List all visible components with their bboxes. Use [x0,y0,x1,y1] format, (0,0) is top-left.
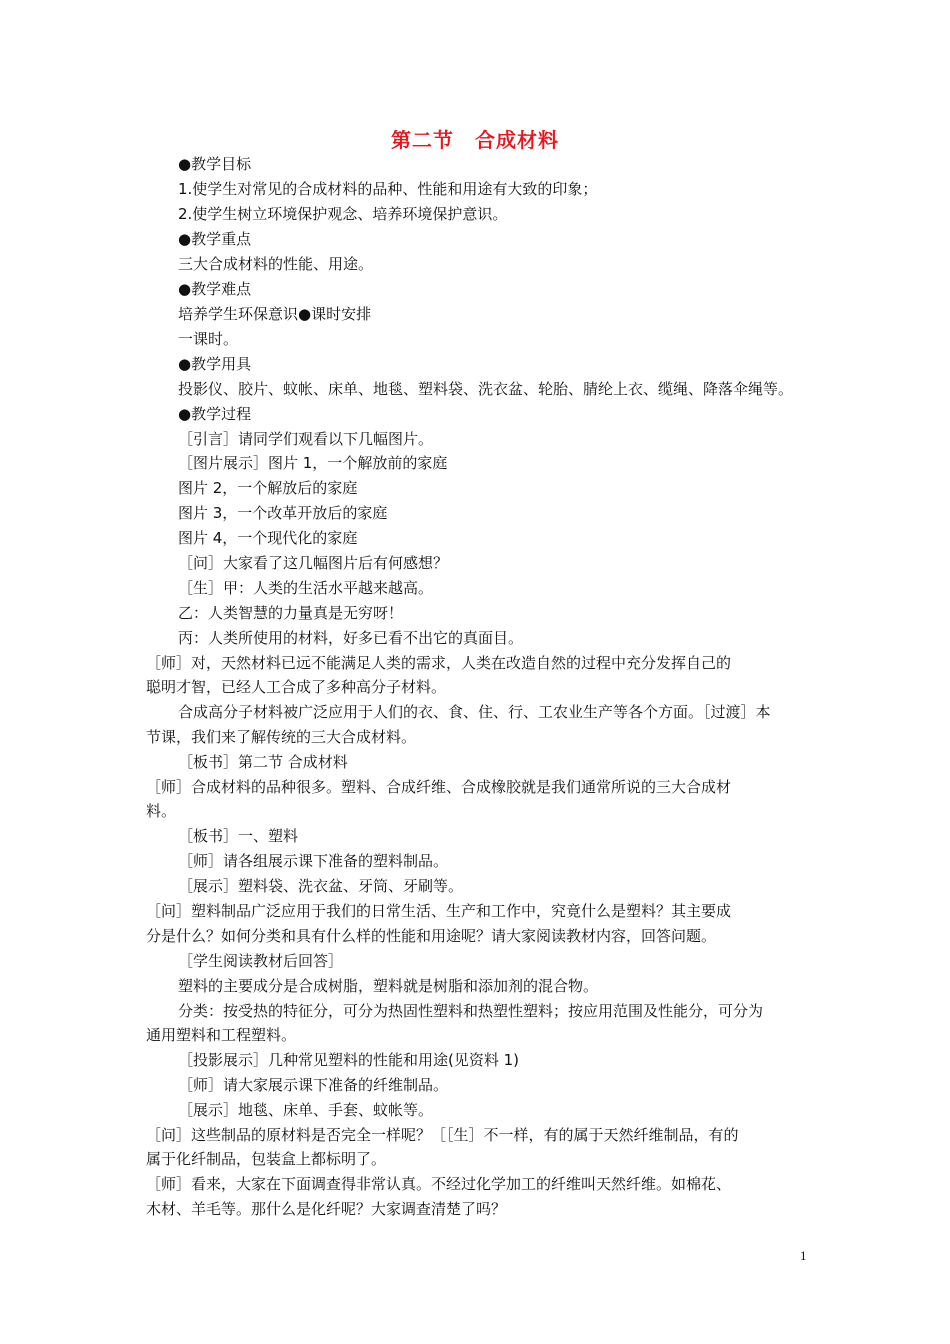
text-line: ［展示］塑料袋、洗衣盆、牙筒、牙刷等。 [178,877,464,895]
text-line: 投影仪、胶片、蚊帐、床单、地毯、塑料袋、洗衣盆、轮胎、腈纶上衣、缆绳、降落伞绳等。 [178,380,794,398]
page-title: 第二节 合成材料 [391,128,559,152]
text-line: ［学生阅读教材后回答］ [178,952,344,970]
text-line: 1.使学生对常见的合成材料的品种、性能和用途有大致的印象； [178,180,598,198]
text-line: ［问］这些制品的原材料是否完全一样呢？［［生］不一样，有的属于天然纤维制品，有的 [146,1126,739,1144]
text-line: ［师］请大家展示课下准备的纤维制品。 [178,1076,449,1094]
text-line: 分类：按受热的特征分，可分为热固性塑料和热塑性塑料；按应用范围及性能分，可分为 [178,1002,764,1020]
text-line: 合成高分子材料被广泛应用于人们的衣、食、住、行、工农业生产等各个方面。［过渡］本 [178,703,771,721]
text-line: ［问］大家看了这几幅图片后有何感想？ [178,554,449,572]
text-line: ［引言］请同学们观看以下几幅图片。 [178,430,434,448]
text-line: 一课时。 [178,330,239,348]
text-line: 图片 3，一个改革开放后的家庭 [178,504,388,522]
text-line: 图片 4，一个现代化的家庭 [178,529,358,547]
text-line: ［师］请各组展示课下准备的塑料制品。 [178,852,449,870]
text-line: 塑料的主要成分是合成树脂，塑料就是树脂和添加剂的混合物。 [178,977,599,995]
text-line: ●教学目标 [178,155,252,173]
text-line: ［生］甲：人类的生活水平越来越高。 [178,579,434,597]
text-line: 三大合成材料的性能、用途。 [178,255,374,273]
text-line: 丙：人类所使用的材料，好多已看不出它的真面目。 [178,629,524,647]
text-line: ［板书］第二节 合成材料 [178,753,348,771]
text-line: ［展示］地毯、床单、手套、蚊帐等。 [178,1101,434,1119]
text-line: 通用塑料和工程塑料。 [146,1026,297,1044]
text-line: 聪明才智，已经人工合成了多种高分子材料。 [146,678,447,696]
text-line: ［板书］一、塑料 [178,827,299,845]
text-line: ●教学重点 [178,230,252,248]
text-line: ［师］对，天然材料已远不能满足人类的需求，人类在改造自然的过程中充分发挥自己的 [146,654,732,672]
text-line: ［师］合成材料的品种很多。塑料、合成纤维、合成橡胶就是我们通常所说的三大合成材 [146,778,732,796]
text-line: ●教学用具 [178,355,252,373]
text-line: 培养学生环保意识●课时安排 [178,305,372,323]
text-line: 料。 [146,802,177,820]
text-line: ●教学过程 [178,405,252,423]
text-line: ［问］塑料制品广泛应用于我们的日常生活、生产和工作中，究竟什么是塑料？其主要成 [146,902,732,920]
text-line: 分是什么？如何分类和具有什么样的性能和用途呢？请大家阅读教材内容，回答问题。 [146,927,717,945]
text-line: 木材、羊毛等。那什么是化纤呢？大家调查清楚了吗？ [146,1200,507,1218]
text-line: ［图片展示］图片 1，一个解放前的家庭 [178,454,448,472]
text-line: 图片 2，一个解放后的家庭 [178,479,358,497]
text-line: 属于化纤制品，包装盒上都标明了。 [146,1150,387,1168]
text-line: ［投影展示］几种常见塑料的性能和用途(见资料 1) [178,1051,520,1069]
text-line: 乙：人类智慧的力量真是无穷呀！ [178,604,404,622]
page-number: 1 [800,1248,807,1263]
text-line: ［师］看来，大家在下面调查得非常认真。不经过化学加工的纤维叫天然纤维。如棉花、 [146,1175,732,1193]
text-line: ●教学难点 [178,280,252,298]
text-line: 2.使学生树立环境保护观念、培养环境保护意识。 [178,205,508,223]
text-line: 节课，我们来了解传统的三大合成材料。 [146,728,417,746]
